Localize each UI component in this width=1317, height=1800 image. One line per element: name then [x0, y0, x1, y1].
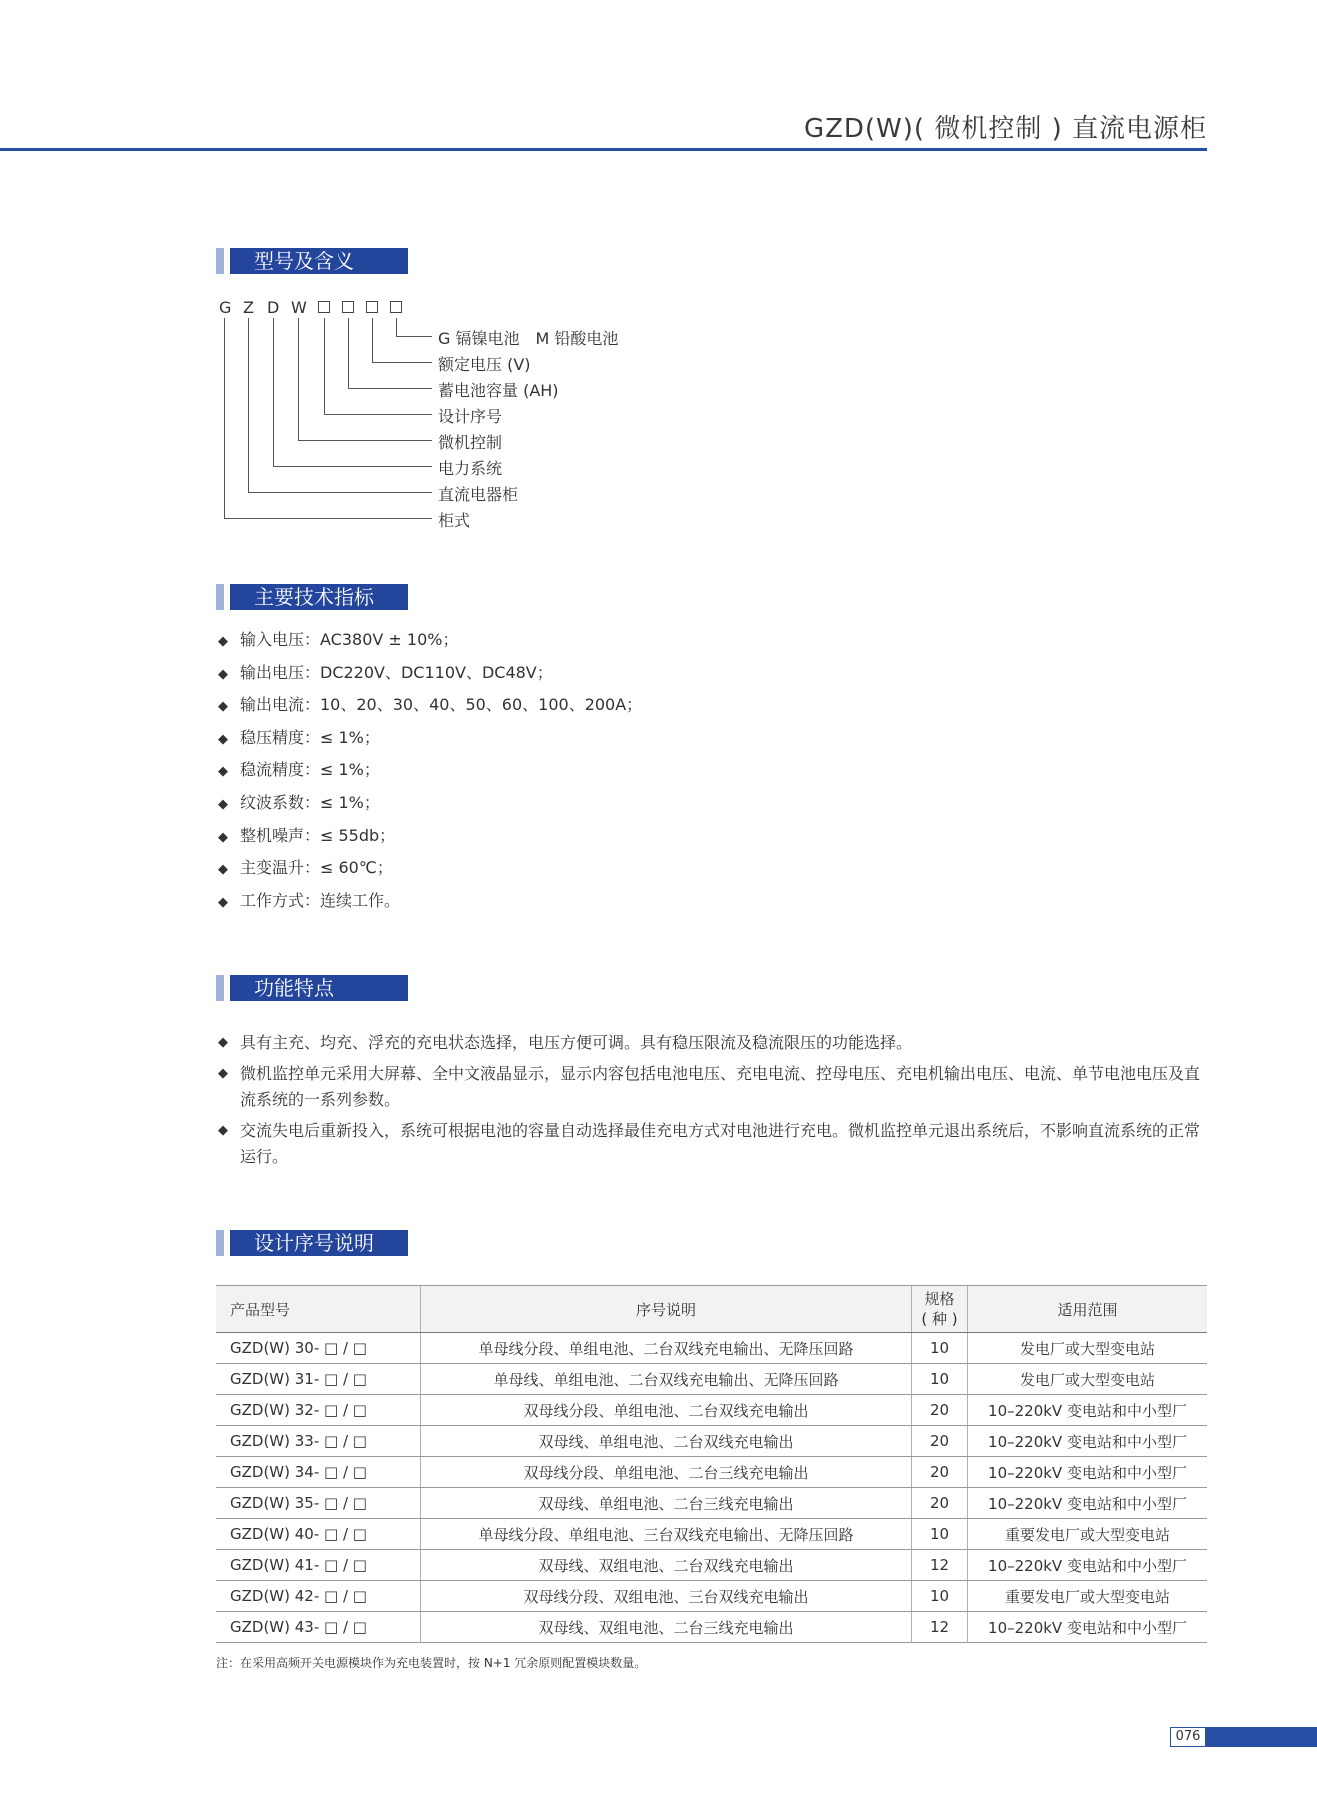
cell-spec: 12 — [912, 1612, 968, 1643]
leader-line — [248, 318, 249, 492]
cell-model: GZD(W) 35- □ / □ — [216, 1488, 421, 1519]
design-number-table — [216, 1285, 1207, 1643]
cell-scope: 10–220kV 变电站和中小型厂 — [968, 1612, 1208, 1643]
leader-line — [273, 466, 432, 467]
cell-scope: 重要发电厂或大型变电站 — [968, 1519, 1208, 1550]
table-row — [216, 1333, 1207, 1364]
leader-line — [324, 414, 432, 415]
list-item: ◆ 输出电流：10、20、30、40、50、60、100、200A； — [218, 695, 642, 728]
list-item: ◆ 工作方式：连续工作。 — [218, 891, 642, 924]
table-row — [216, 1550, 1207, 1581]
table-footnote: 注：在采用高频开关电源模块作为充电装置时，按 N+1 冗余原则配置模块数量。 — [216, 1656, 647, 1670]
column-header-desc: 序号说明 — [421, 1286, 912, 1333]
section-title: 型号及含义 — [254, 249, 354, 273]
diamond-bullet-icon: ◆ — [218, 1123, 228, 1138]
list-item: ◆ 主变温升：≤ 60℃； — [218, 858, 642, 891]
leader-line — [396, 318, 397, 336]
code-box — [366, 301, 378, 313]
cell-desc: 双母线分段、双组电池、三台双线充电输出 — [421, 1581, 912, 1612]
cell-spec: 20 — [912, 1457, 968, 1488]
leader-line — [372, 362, 432, 363]
cell-spec: 20 — [912, 1426, 968, 1457]
cell-model: GZD(W) 32- □ / □ — [216, 1395, 421, 1426]
model-code-diagram — [216, 296, 716, 546]
header-rule — [0, 148, 1207, 151]
page-title: GZD(W)( 微机控制 ) 直流电源柜 — [803, 114, 1207, 144]
code-label: G 镉镍电池 M 铅酸电池 — [438, 329, 619, 348]
diamond-bullet-icon: ◆ — [218, 634, 228, 649]
cell-model: GZD(W) 42- □ / □ — [216, 1581, 421, 1612]
cell-desc: 双母线分段、单组电池、二台三线充电输出 — [421, 1457, 912, 1488]
code-label: 蓄电池容量 (AH) — [438, 381, 559, 400]
leader-line — [273, 318, 274, 466]
section-title: 设计序号说明 — [254, 1231, 374, 1255]
leader-line — [298, 440, 432, 441]
column-header-model: 产品型号 — [216, 1286, 421, 1333]
cell-spec: 10 — [912, 1364, 968, 1395]
cell-scope: 10–220kV 变电站和中小型厂 — [968, 1457, 1208, 1488]
diamond-bullet-icon: ◆ — [218, 1066, 228, 1081]
code-letter-d: D — [267, 298, 280, 317]
cell-desc: 双母线、单组电池、二台三线充电输出 — [421, 1488, 912, 1519]
column-header-scope: 适用范围 — [968, 1286, 1208, 1333]
cell-desc: 双母线、双组电池、二台三线充电输出 — [421, 1612, 912, 1643]
list-item: ◆ 具有主充、均充、浮充的充电状态选择，电压方便可调。具有稳压限流及稳流限压的功能选择。 — [218, 1030, 1208, 1056]
list-item: ◆ 稳流精度：≤ 1%； — [218, 760, 642, 793]
table-row — [216, 1364, 1207, 1395]
cell-scope: 重要发电厂或大型变电站 — [968, 1581, 1208, 1612]
cell-model: GZD(W) 41- □ / □ — [216, 1550, 421, 1581]
cell-model: GZD(W) 31- □ / □ — [216, 1364, 421, 1395]
leader-line — [348, 318, 349, 388]
spec-list — [218, 630, 642, 923]
cell-spec: 20 — [912, 1488, 968, 1519]
code-box — [342, 301, 354, 313]
cell-desc: 双母线、单组电池、二台双线充电输出 — [421, 1426, 912, 1457]
column-header-spec: 规格 ( 种 ) — [912, 1286, 968, 1333]
code-box — [390, 301, 402, 313]
leader-line — [224, 518, 432, 519]
section-header-model — [216, 248, 408, 274]
section-tab — [216, 248, 224, 274]
leader-line — [348, 388, 432, 389]
list-item: ◆ 输入电压：AC380V ± 10%； — [218, 630, 642, 663]
diamond-bullet-icon: ◆ — [218, 829, 228, 845]
cell-scope: 发电厂或大型变电站 — [968, 1364, 1208, 1395]
cell-model: GZD(W) 33- □ / □ — [216, 1426, 421, 1457]
feature-list — [218, 1030, 1208, 1175]
table-row — [216, 1395, 1207, 1426]
cell-desc: 单母线分段、单组电池、二台双线充电输出、无降压回路 — [421, 1333, 912, 1364]
table-row — [216, 1519, 1207, 1550]
diamond-bullet-icon: ◆ — [218, 862, 228, 878]
cell-scope: 10–220kV 变电站和中小型厂 — [968, 1488, 1208, 1519]
cell-desc: 单母线分段、单组电池、三台双线充电输出、无降压回路 — [421, 1519, 912, 1550]
diamond-bullet-icon: ◆ — [218, 894, 228, 910]
code-label: 电力系统 — [438, 459, 503, 478]
cell-scope: 10–220kV 变电站和中小型厂 — [968, 1426, 1208, 1457]
code-letter-g: G — [219, 298, 232, 317]
cell-desc: 单母线、单组电池、二台双线充电输出、无降压回路 — [421, 1364, 912, 1395]
cell-model: GZD(W) 34- □ / □ — [216, 1457, 421, 1488]
leader-line — [324, 318, 325, 414]
diamond-bullet-icon: ◆ — [218, 699, 228, 715]
cell-scope: 10–220kV 变电站和中小型厂 — [968, 1550, 1208, 1581]
cell-spec: 10 — [912, 1333, 968, 1364]
cell-scope: 发电厂或大型变电站 — [968, 1333, 1208, 1364]
table-row — [216, 1612, 1207, 1643]
code-label: 微机控制 — [438, 433, 503, 452]
code-label: 直流电器柜 — [438, 485, 519, 504]
section-tab — [216, 1230, 224, 1256]
table-row — [216, 1581, 1207, 1612]
section-tab — [216, 975, 224, 1001]
code-letter-z: Z — [243, 298, 254, 317]
list-item: ◆ 微机监控单元采用大屏幕、全中文液晶显示，显示内容包括电池电压、充电电流、控母电压、充电机输出电压、电流、单节电池电压及直流系统的一系列参数。 — [218, 1061, 1208, 1113]
table-row — [216, 1457, 1207, 1488]
cell-spec: 12 — [912, 1550, 968, 1581]
diamond-bullet-icon: ◆ — [218, 796, 228, 812]
cell-desc: 双母线分段、单组电池、二台双线充电输出 — [421, 1395, 912, 1426]
section-header-specs — [216, 584, 408, 610]
leader-line — [372, 318, 373, 362]
section-title: 主要技术指标 — [254, 585, 374, 609]
code-letter-w: W — [291, 298, 307, 317]
list-item: ◆ 交流失电后重新投入，系统可根据电池的容量自动选择最佳充电方式对电池进行充电。微机监控单元退出系统后，不影响直流系统的正常运行。 — [218, 1118, 1208, 1170]
leader-line — [396, 336, 432, 337]
list-item: ◆ 纹波系数：≤ 1%； — [218, 793, 642, 826]
code-box — [318, 301, 330, 313]
cell-desc: 双母线、双组电池、二台双线充电输出 — [421, 1550, 912, 1581]
cell-spec: 10 — [912, 1581, 968, 1612]
code-label: 额定电压 (V) — [438, 355, 531, 374]
table-row — [216, 1426, 1207, 1457]
leader-line — [224, 318, 225, 518]
code-label: 柜式 — [438, 511, 471, 530]
diamond-bullet-icon: ◆ — [218, 1035, 228, 1050]
section-header-features — [216, 975, 408, 1001]
cell-model: GZD(W) 43- □ / □ — [216, 1612, 421, 1643]
cell-model: GZD(W) 30- □ / □ — [216, 1333, 421, 1364]
code-label: 设计序号 — [438, 407, 503, 426]
page-number: 076 — [1170, 1727, 1206, 1747]
diamond-bullet-icon: ◆ — [218, 764, 228, 780]
leader-line — [248, 492, 432, 493]
diamond-bullet-icon: ◆ — [218, 666, 228, 682]
section-tab — [216, 584, 224, 610]
section-header-design — [216, 1230, 408, 1256]
list-item: ◆ 输出电压：DC220V、DC110V、DC48V； — [218, 663, 642, 696]
cell-scope: 10–220kV 变电站和中小型厂 — [968, 1395, 1208, 1426]
leader-line — [298, 318, 299, 440]
list-item: ◆ 稳压精度：≤ 1%； — [218, 728, 642, 761]
table-header-row — [216, 1286, 1207, 1333]
section-title: 功能特点 — [254, 976, 334, 1000]
list-item: ◆ 整机噪声：≤ 55db； — [218, 826, 642, 859]
cell-spec: 10 — [912, 1519, 968, 1550]
cell-spec: 20 — [912, 1395, 968, 1426]
cell-model: GZD(W) 40- □ / □ — [216, 1519, 421, 1550]
diamond-bullet-icon: ◆ — [218, 731, 228, 747]
table-row — [216, 1488, 1207, 1519]
page-number-bar — [1206, 1727, 1317, 1747]
